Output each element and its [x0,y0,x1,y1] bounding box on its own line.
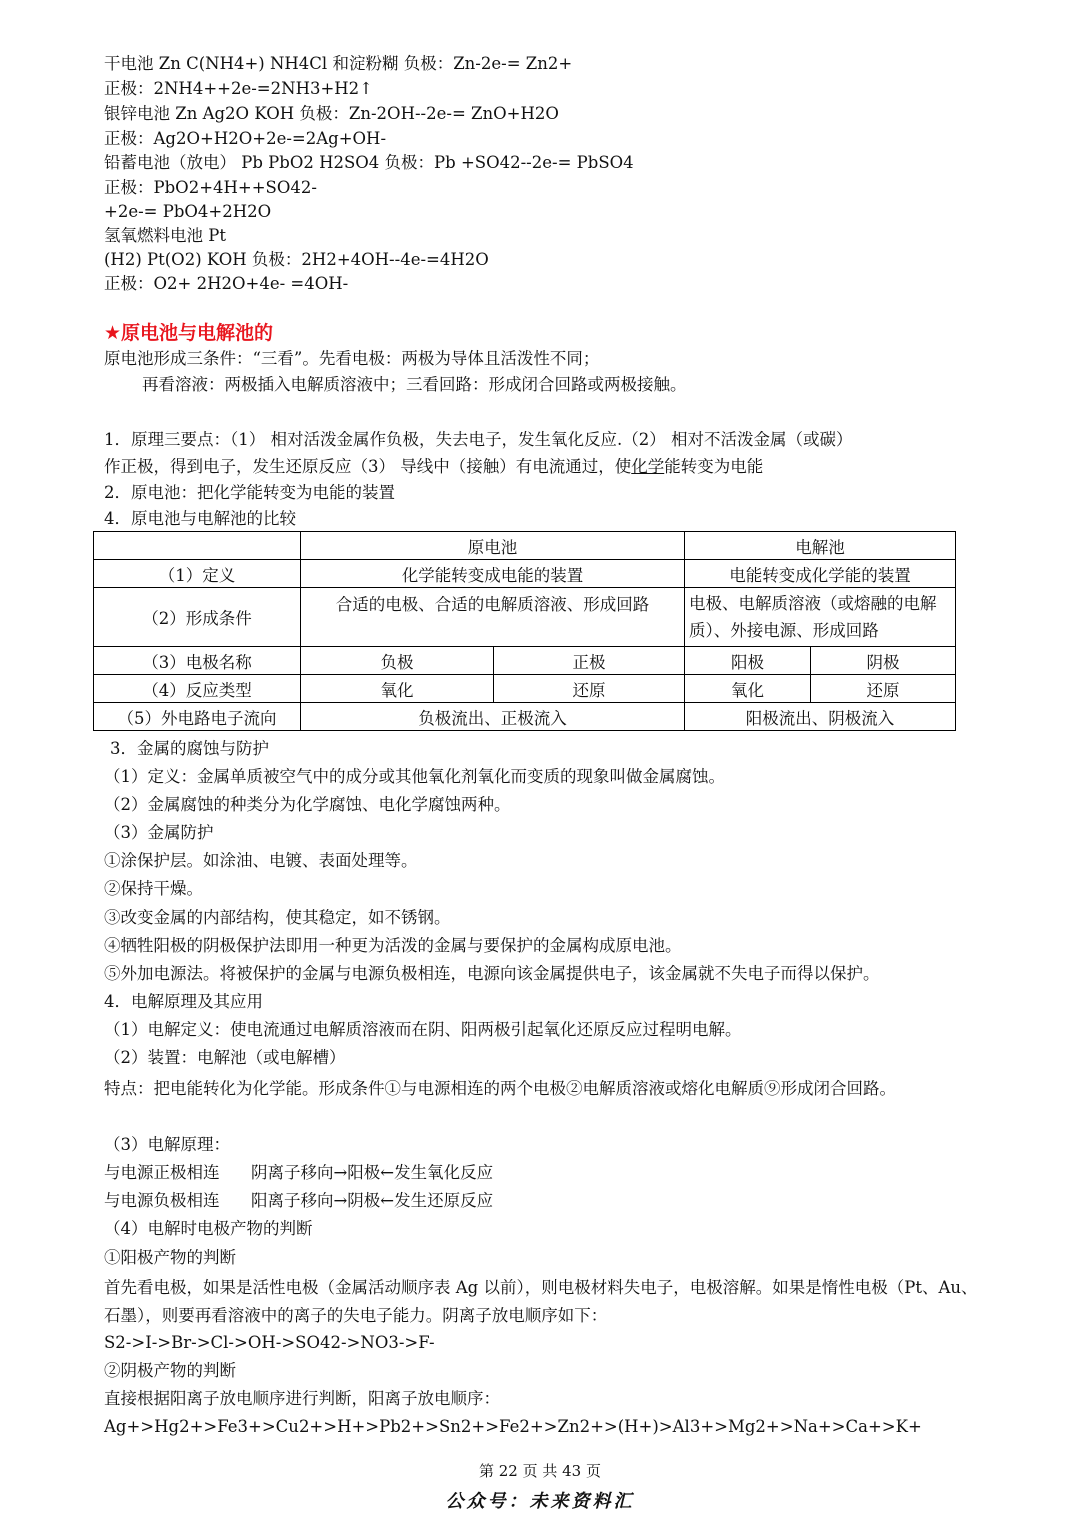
conditions-line: 再看溶液：两极插入电解质溶液中；三看回路：形成闭合回路或两极接触。 [142,375,687,394]
table-row [94,560,956,588]
table-cell: 阳极流出、阴极流入 [685,703,956,731]
table-cell: （5）外电路电子流向 [94,703,301,731]
corrosion-line: ④牺牲阳极的阴极保护法即用一种更为活泼的金属与要保护的金属构成原电池。 [104,936,682,955]
table-row [94,532,956,560]
battery-line: 氢氧燃料电池 Pt [104,226,226,245]
table-cell: 还原 [494,675,685,703]
conditions-line: 原电池形成三条件：“三看”。先看电极：两极为导体且活泼性不同； [104,349,600,368]
anion-order: S2->I->Br->Cl->OH->SO42->NO3->F- [104,1333,435,1352]
electrolysis-line: 与电源负极相连 阳离子移向→阴极←发生还原反应 [104,1191,494,1210]
table-cell: 阳极 [685,647,811,675]
cathode-heading: ②阴极产物的判断 [104,1361,236,1380]
corrosion-line: （3）金属防护 [104,823,214,842]
electrolysis-line: （4）电解时电极产物的判断 [104,1219,313,1238]
principle-text: 能转变为电能 [664,457,764,476]
principle-underlined: 化学 [631,457,665,476]
battery-line: 正极：Ag2O+H2O+2e-=2Ag+OH- [104,129,387,148]
corrosion-line: （1）定义：金属单质被空气中的成分或其他氧化剂氧化而变质的现象叫做金属腐蚀。 [104,767,725,786]
table-cell: （3）电极名称 [94,647,301,675]
corrosion-line: （1）电解定义：使电流通过电解质溶液而在阴、阳两极引起氧化还原反应过程明电解。 [104,1020,742,1039]
section-title: ★原电池与电解池的 [104,322,274,344]
table-cell: 还原 [811,675,956,703]
corrosion-line: ①涂保护层。如涂油、电镀、表面处理等。 [104,851,418,870]
battery-line: 正极：2NH4++2e-=2NH3+H2↑ [104,79,373,98]
table-cell: 负极 [301,647,494,675]
electrolysis-line: 与电源正极相连 阴离子移向→阳极←发生氧化反应 [104,1163,494,1182]
cation-order: Ag+>Hg2+>Fe3+>Cu2+>H+>Pb2+>Sn2+>Fe2+>Zn2+>(H+)>Al3+>Mg2+>Na+>Ca+>K+ [104,1417,922,1436]
corrosion-line: （2）金属腐蚀的种类分为化学腐蚀、电化学腐蚀两种。 [104,795,511,814]
table-cell: （2）形成条件 [94,588,301,647]
table-cell: 化学能转变成电能的装置 [301,560,685,588]
table-cell: 阴极 [811,647,956,675]
feature-text: 特点：把电能转化为化学能。形成条件①与电源相连的两个电极②电解质溶液或熔化电解质⑨形成闭合回路。 [104,1079,896,1098]
table-row [94,675,956,703]
table-cell: 氧化 [685,675,811,703]
page-number: 第 22 页 共 43 页 [478,1462,601,1480]
publisher-label: 公众号：未来资料汇 [445,1491,635,1512]
table-header-galvanic: 原电池 [301,532,685,560]
electrolysis-line: （3）电解原理： [104,1135,230,1154]
table-cell: （1）定义 [94,560,301,588]
corrosion-line: ③改变金属的内部结构，使其稳定，如不锈钢。 [104,908,451,927]
table-cell: 负极流出、正极流入 [301,703,685,731]
principle-line [104,455,763,479]
cathode-text: 直接根据阳离子放电顺序进行判断，阳离子放电顺序： [104,1389,500,1408]
battery-line: 铅蓄电池（放电） Pb PbO2 H2SO4 负极：Pb +SO42--2e-= PbSO4 [104,153,634,172]
corrosion-line: ②保持干燥。 [104,879,203,898]
battery-line: 正极：PbO2+4H++SO42- [104,178,317,197]
battery-line: (H2) Pt(O2) KOH 负极：2H2+4OH--4e-=4H2O [104,250,489,269]
table-cell: 氧化 [301,675,494,703]
table-cell: 合适的电极、合适的电解质溶液、形成回路 [301,588,685,647]
table-cell: 电能转变成化学能的装置 [685,560,956,588]
table-row [94,588,956,647]
table-cell: 电极、电解质溶液（或熔融的电解质）、外接电源、形成回路 [685,588,956,647]
item-galvanic: 2．原电池：把化学能转变为电能的装置 [104,483,395,502]
battery-line: 干电池 Zn C(NH4+) NH4Cl 和淀粉糊 负极：Zn-2e-= Zn2+ [104,54,573,73]
table-cell [94,532,301,560]
principle-text: 作正极，得到电子，发生还原反应（3） 导线中（接触）有电流通过，使 [104,457,632,476]
corrosion-line: （2）装置：电解池（或电解槽） [104,1048,346,1067]
table-row [94,703,956,731]
table-row [94,647,956,675]
table-cell: 正极 [494,647,685,675]
battery-line: +2e-= PbO4+2H2O [104,202,272,221]
comparison-table [93,531,956,731]
battery-line: 正极：O2+ 2H2O+4e- =4OH- [104,274,349,293]
principle-line: 1．原理三要点：（1） 相对活泼金属作负极，失去电子，发生氧化反应.（2） 相对不活泼金属（或碳） [104,430,853,449]
corrosion-line: 4．电解原理及其应用 [104,992,263,1011]
corrosion-line: 3．金属的腐蚀与防护 [110,739,269,758]
battery-line: 银锌电池 Zn Ag2O KOH 负极：Zn-2OH--2e-= ZnO+H2O [104,104,559,123]
item-comparison: 4．原电池与电解池的比较 [104,509,296,528]
anode-text: 首先看电极，如果是活性电极（金属活动顺序表 Ag 以前），则电极材料失电子，电极溶解。如果是惰性电极（Pt、Au、石墨），则要再看溶液中的离子的失电子能力。阴离子放电顺序如下： [104,1278,978,1325]
table-cell: （4）反应类型 [94,675,301,703]
table-header-electrolytic: 电解池 [685,532,956,560]
electrolysis-line: ①阳极产物的判断 [104,1248,236,1267]
corrosion-line: ⑤外加电源法。将被保护的金属与电源负极相连，电源向该金属提供电子，该金属就不失电子而得以保护。 [104,964,880,983]
